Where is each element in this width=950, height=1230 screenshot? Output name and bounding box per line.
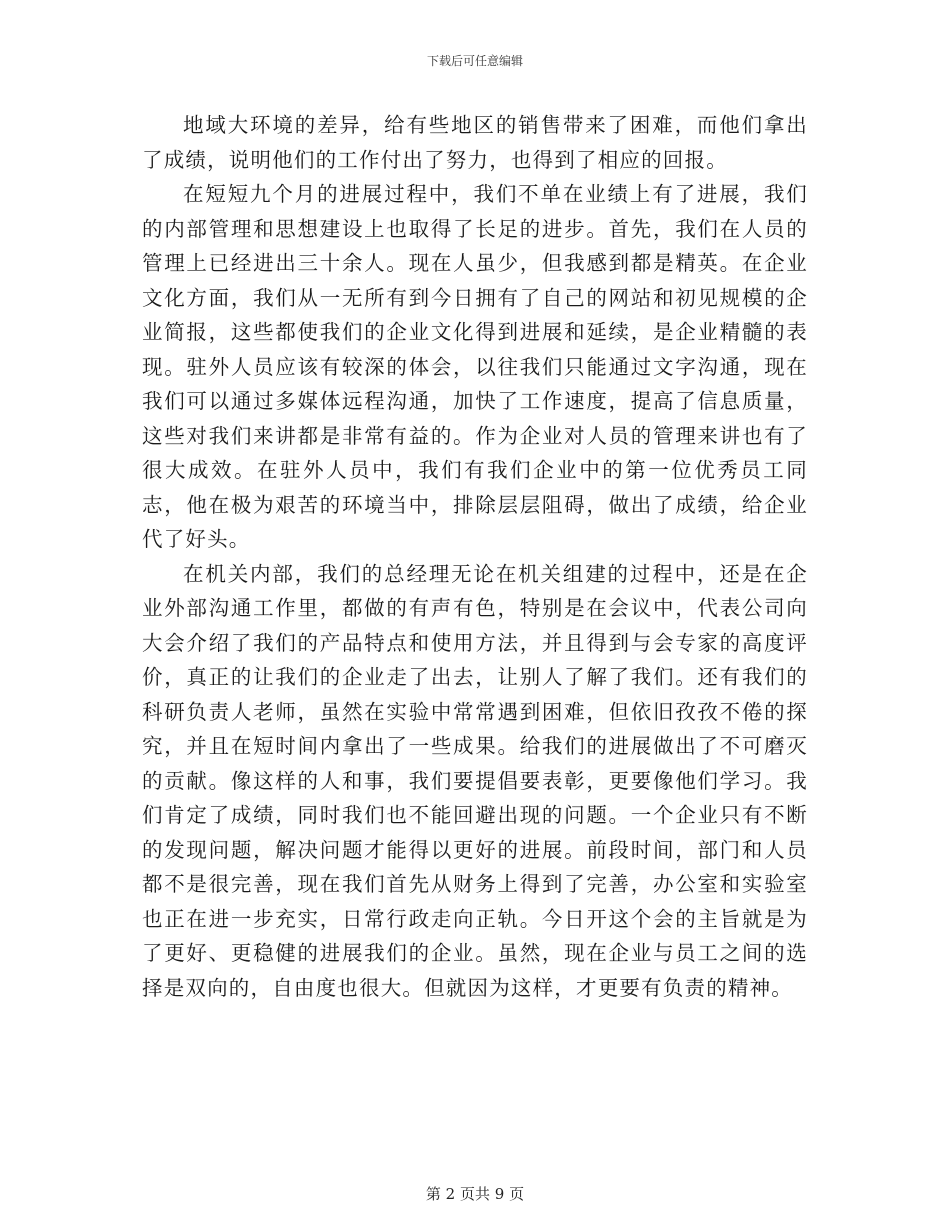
page-number: 第 2 页共 9 页 — [425, 1185, 525, 1203]
document-body — [142, 108, 808, 1005]
paragraph: 地域大环境的差异，给有些地区的销售带来了困难，而他们拿出了成绩，说明他们的工作付出了努力，也得到了相应的回报。 — [142, 113, 808, 172]
paragraph: 在机关内部，我们的总经理无论在机关组建的过程中，还是在企业外部沟通工作里，都做的有声有色，特别是在会议中，代表公司向大会介绍了我们的产品特点和使用方法，并且得到与会专家的高度评价，真正的让我们的企业走了出去，让别人了解了我们。还有我们的科研负责人老师，虽然在实验中常常遇到困难，但依旧孜孜不倦的探究，并且在短时间内拿出了一些成果。给我们的进展做出了不可磨灭的贡献。像这样的人和事，我们要提倡要表彰，更要像他们学习。我们肯定了成绩，同时我们也不能回避出现的问题。一个企业只有不断的发现问题，解决问题才能得以更好的进展。前段时间，部门和人员都不是很完善，现在我们首先从财务上得到了完善，办公室和实验室也正在进一步充实，日常行政走向正轨。今日开这个会的主旨就是为了更好、更稳健的进展我们的企业。虽然，现在企业与员工之间的选择是双向的，自由度也很大。但就因为这样，才更要有负责的精神。 — [142, 561, 808, 1000]
page-header: 下载后可任意编辑 — [426, 54, 523, 68]
paragraph: 在短短九个月的进展过程中，我们不单在业绩上有了进展，我们的内部管理和思想建设上也取得了长足的进步。首先，我们在人员的管理上已经进出三十余人。现在人虽少，但我感到都是精英。在企业文化方面，我们从一无所有到今日拥有了自己的网站和初见规模的企业简报，这些都使我们的企业文化得到进展和延续，是企业精髓的表现。驻外人员应该有较深的体会，以往我们只能通过文字沟通，现在我们可以通过多媒体远程沟通，加快了工作速度，提高了信息质量，这些对我们来讲都是非常有益的。作为企业对人员的管理来讲也有了很大成效。在驻外人员中，我们有我们企业中的第一位优秀员工同志，他在极为艰苦的环境当中，排除层层阻碍，做出了成绩，给企业代了好头。 — [142, 182, 808, 551]
